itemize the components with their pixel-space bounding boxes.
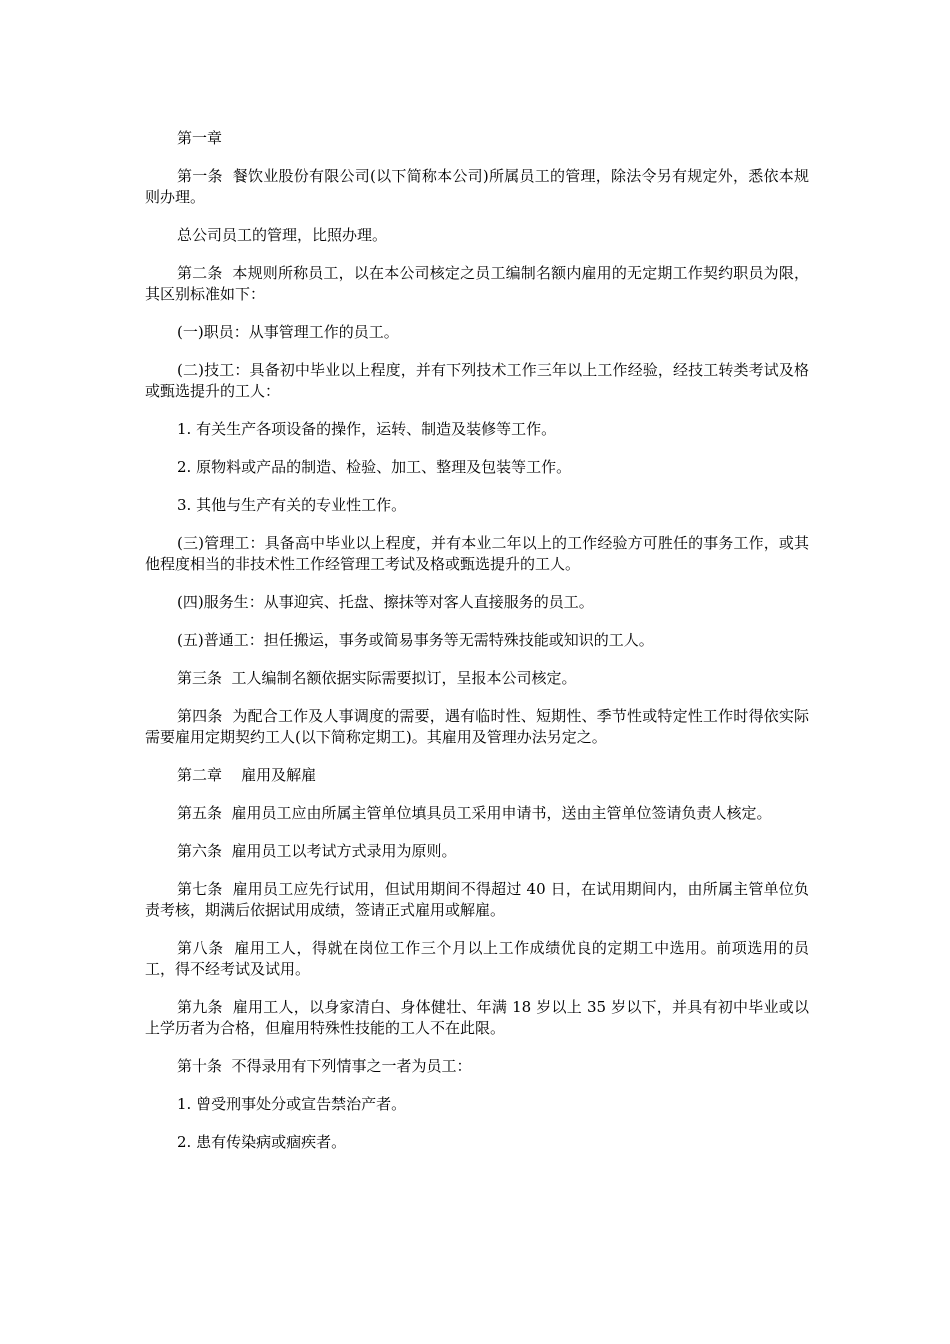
document-body	[145, 128, 809, 1170]
list-item: 3. 其他与生产有关的专业性工作。	[177, 496, 407, 514]
list-item: 1. 曾受刑事处分或宣告禁治产者。	[177, 1095, 407, 1113]
article-paragraph: 第十条 不得录用有下列情事之一者为员工：	[177, 1057, 472, 1075]
article-paragraph: 第七条 雇用员工应先行试用，但试用期间不得超过 40 日，在试用期间内，由所属主管单位负责考核，期满后依据试用成绩，签请正式雇用或解雇。	[145, 880, 809, 919]
list-item: 2. 原物料或产品的制造、检验、加工、整理及包装等工作。	[177, 458, 572, 476]
article-paragraph: (五)普通工：担任搬运，事务或简易事务等无需特殊技能或知识的工人。	[177, 631, 654, 649]
article-paragraph: (二)技工：具备初中毕业以上程度，并有下列技术工作三年以上工作经验，经技工转类考试及格或甄选提升的工人：	[145, 361, 809, 400]
article-paragraph: 第六条 雇用员工以考试方式录用为原则。	[177, 842, 457, 860]
article-paragraph: (三)管理工：具备高中毕业以上程度，并有本业二年以上的工作经验方可胜任的事务工作，或其他程度相当的非技术性工作经管理工考试及格或甄选提升的工人。	[145, 534, 809, 573]
article-paragraph: 第九条 雇用工人，以身家清白、身体健壮、年满 18 岁以上 35 岁以下，并具有初中毕业或以上学历者为合格，但雇用特殊性技能的工人不在此限。	[145, 998, 809, 1037]
article-paragraph: 第四条 为配合工作及人事调度的需要，遇有临时性、短期性、季节性或特定性工作时得依实际需要雇用定期契约工人(以下简称定期工)。其雇用及管理办法另定之。	[145, 707, 809, 746]
article-paragraph: 第三条 工人编制名额依据实际需要拟订，呈报本公司核定。	[177, 669, 577, 687]
list-item: 1. 有关生产各项设备的操作，运转、制造及装修等工作。	[177, 420, 557, 438]
article-paragraph: 第二条 本规则所称员工，以在本公司核定之员工编制名额内雇用的无定期工作契约职员为限，其区别标准如下：	[145, 264, 809, 303]
article-paragraph: 第五条 雇用员工应由所属主管单位填具员工采用申请书，送由主管单位签请负责人核定。	[177, 804, 772, 822]
chapter-heading: 第一章	[177, 129, 223, 147]
article-paragraph: 第八条 雇用工人，得就在岗位工作三个月以上工作成绩优良的定期工中选用。前项选用的员工，得不经考试及试用。	[145, 939, 809, 978]
article-paragraph: 第一条 餐饮业股份有限公司(以下简称本公司)所属员工的管理，除法令另有规定外，悉依本规则办理。	[145, 167, 809, 206]
article-paragraph: (一)职员：从事管理工作的员工。	[177, 323, 399, 341]
chapter-heading: 第二章 雇用及解雇	[177, 766, 317, 784]
article-paragraph: 总公司员工的管理，比照办理。	[177, 226, 388, 244]
list-item: 2. 患有传染病或痼疾者。	[177, 1133, 347, 1151]
article-paragraph: (四)服务生：从事迎宾、托盘、擦抹等对客人直接服务的员工。	[177, 593, 594, 611]
